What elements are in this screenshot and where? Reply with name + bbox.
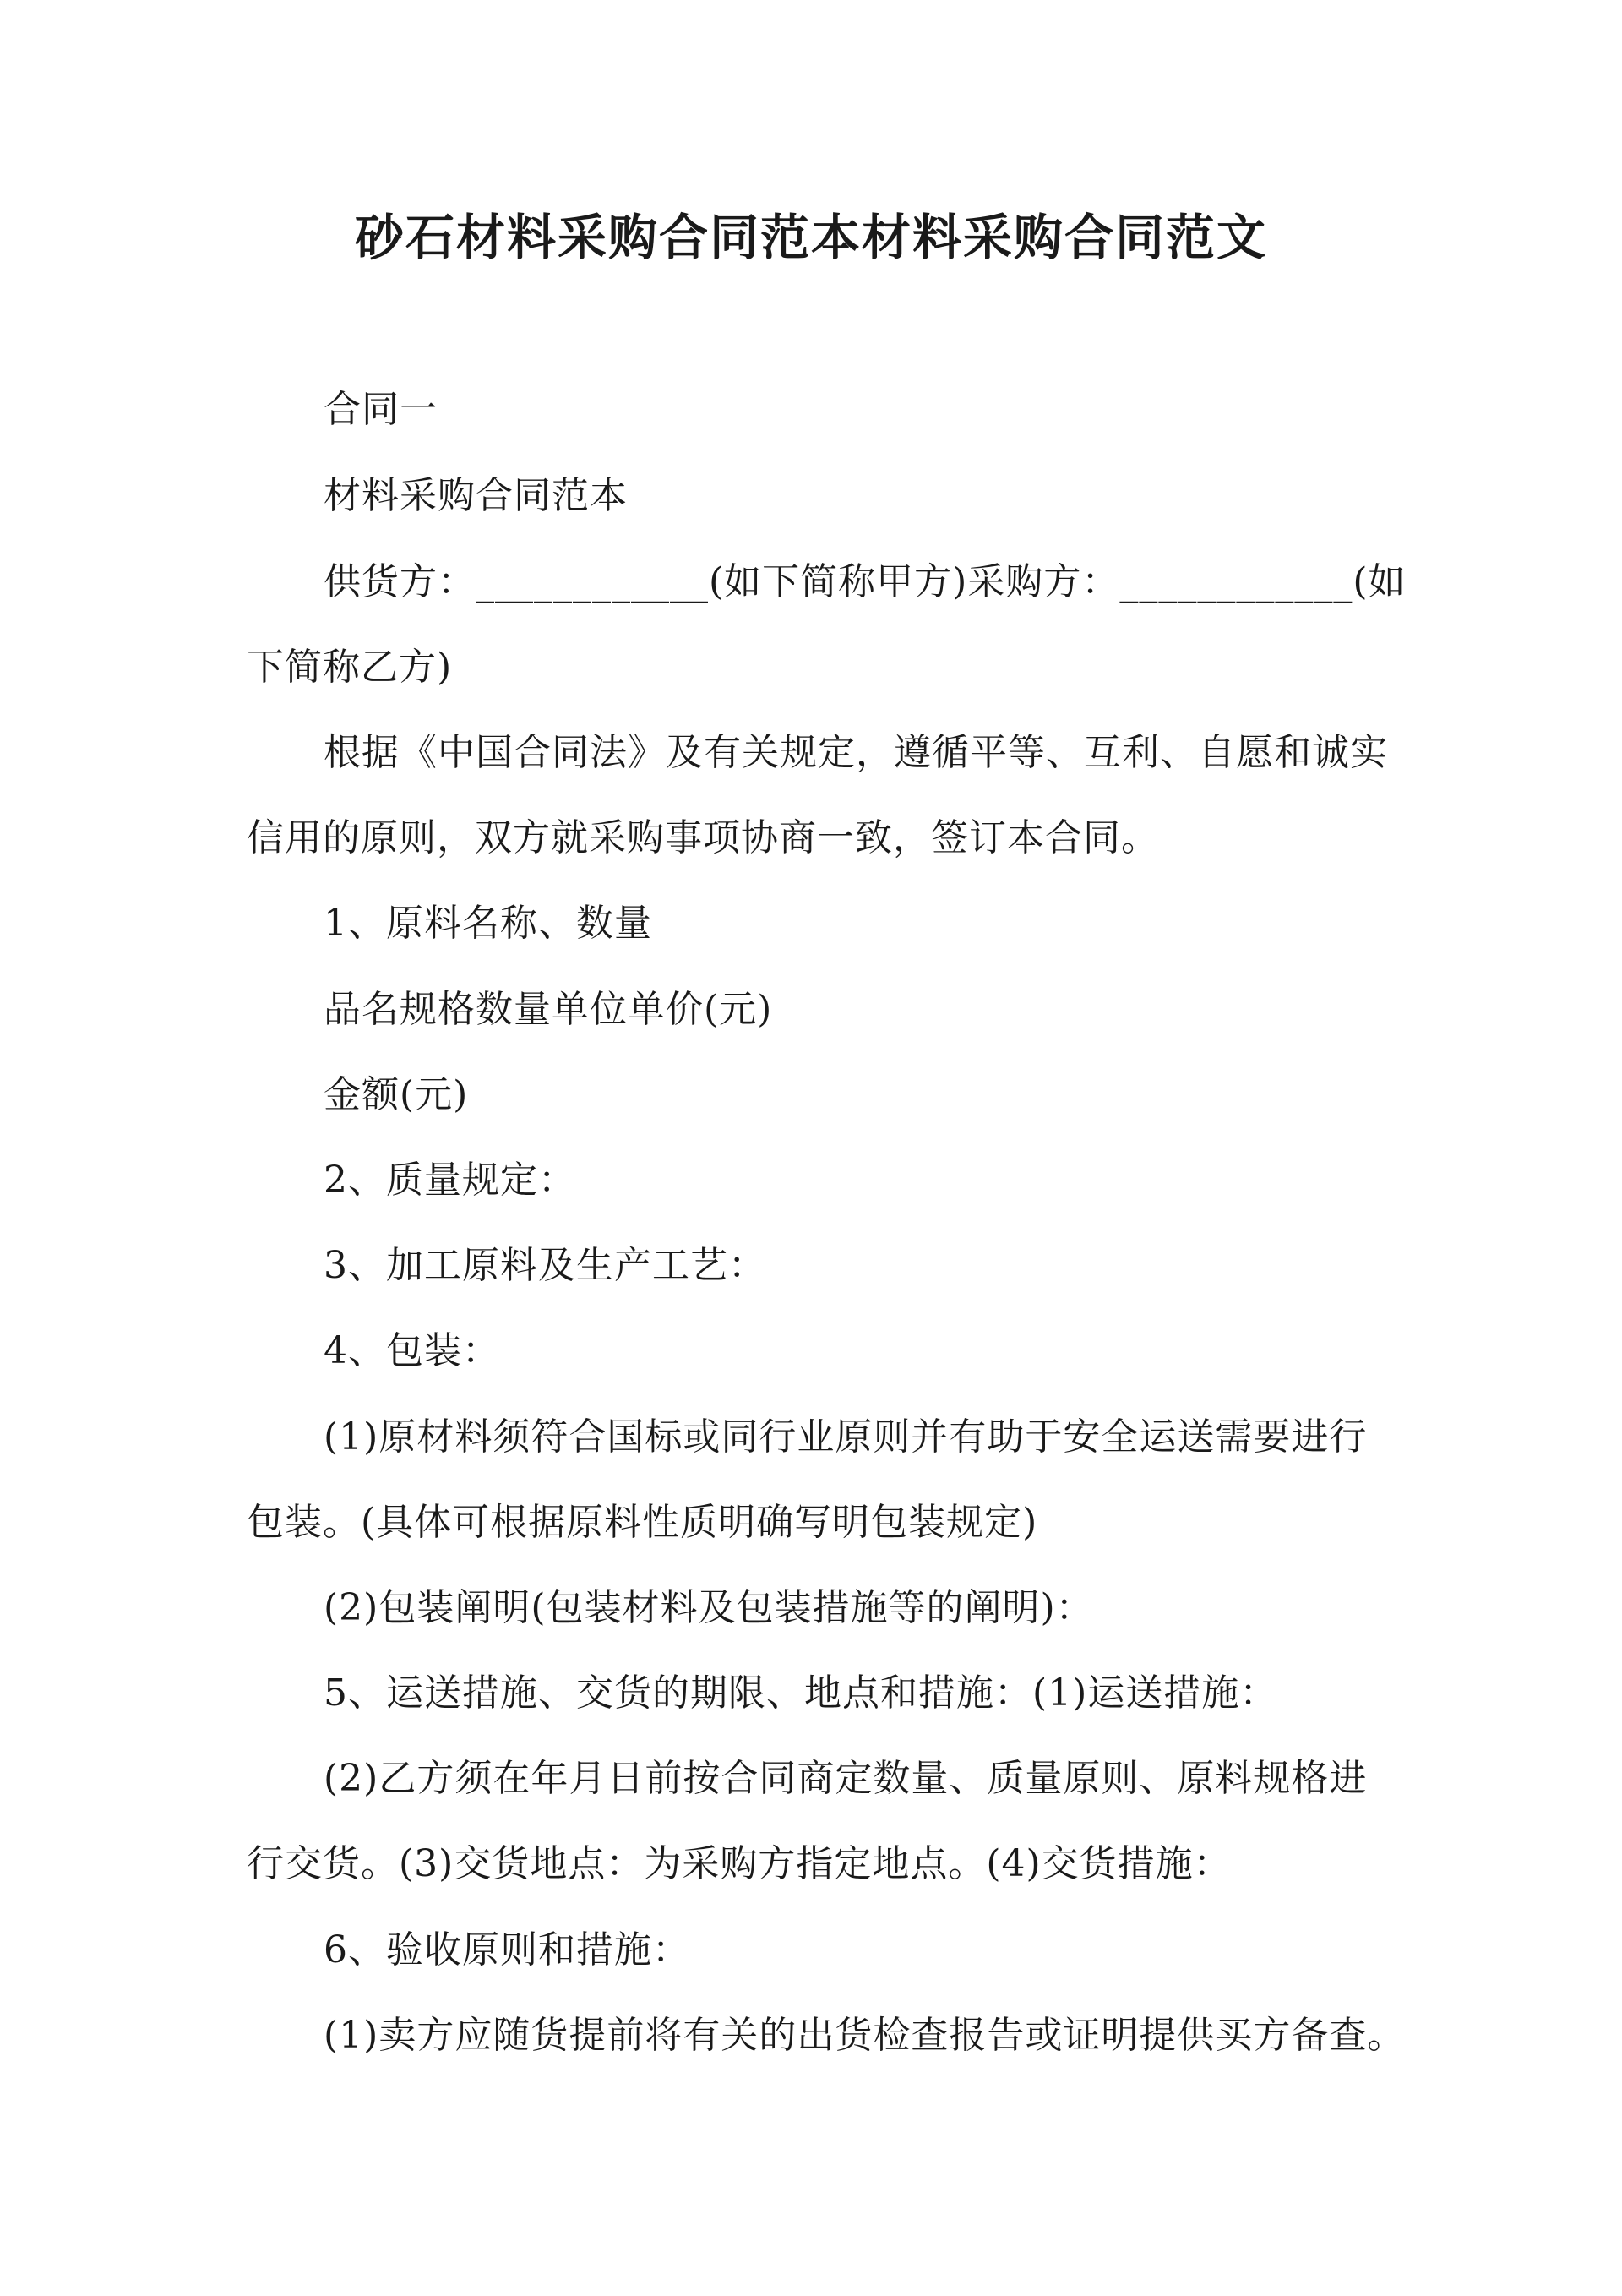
clause-4-heading: 4、包装： [324,1329,500,1372]
clause-6-item-1: (1)卖方应随货提前将有关的出货检查报告或证明提供买方备查。 [324,2014,1406,2057]
clause-4-item-1-line-2: 包装。(具体可根据原料性质明确写明包装规定) [247,1501,1038,1544]
clause-5-item-2-line-1: (2)乙方须在年月日前按合同商定数量、质量原则、原料规格进 [324,1757,1368,1800]
clause-3-heading: 3、加工原料及生产工艺： [324,1244,766,1287]
clause-5-heading: 5、运送措施、交货的期限、地点和措施：(1)运送措施： [324,1672,1278,1715]
clause-1-amount: 金额(元) [324,1073,469,1116]
document-title: 砂石材料采购合同范本材料采购合同范文 [354,209,1267,266]
contract-subtitle: 材料采购合同范本 [324,474,628,517]
preamble-line-2: 信用的原则，双方就采购事项协商一致，签订本合同。 [247,816,1159,859]
clause-6-heading: 6、验收原则和措施： [324,1928,690,1972]
clause-2-heading: 2、质量规定： [324,1159,576,1202]
preamble-line-1: 根据《中国合同法》及有关规定，遵循平等、互利、自愿和诚实 [324,731,1388,774]
clause-4-item-2: (2)包装阐明(包装材料及包装措施等的阐明)： [324,1586,1094,1629]
parties-line-2: 下简称乙方) [247,646,453,689]
parties-line-1: 供货方：____________(如下简称甲方)采购方：____________(如 [324,560,1407,603]
clause-5-item-2-line-2: 行交货。(3)交货地点：为采购方指定地点。(4)交货措施： [247,1842,1232,1885]
clause-1-columns: 品名规格数量单位单价(元) [324,988,773,1031]
clause-1-heading: 1、原料名称、数量 [324,902,652,945]
clause-4-item-1-line-1: (1)原材料须符合国标或同行业原则并有助于安全运送需要进行 [324,1415,1368,1459]
contract-number: 合同一 [324,388,438,431]
